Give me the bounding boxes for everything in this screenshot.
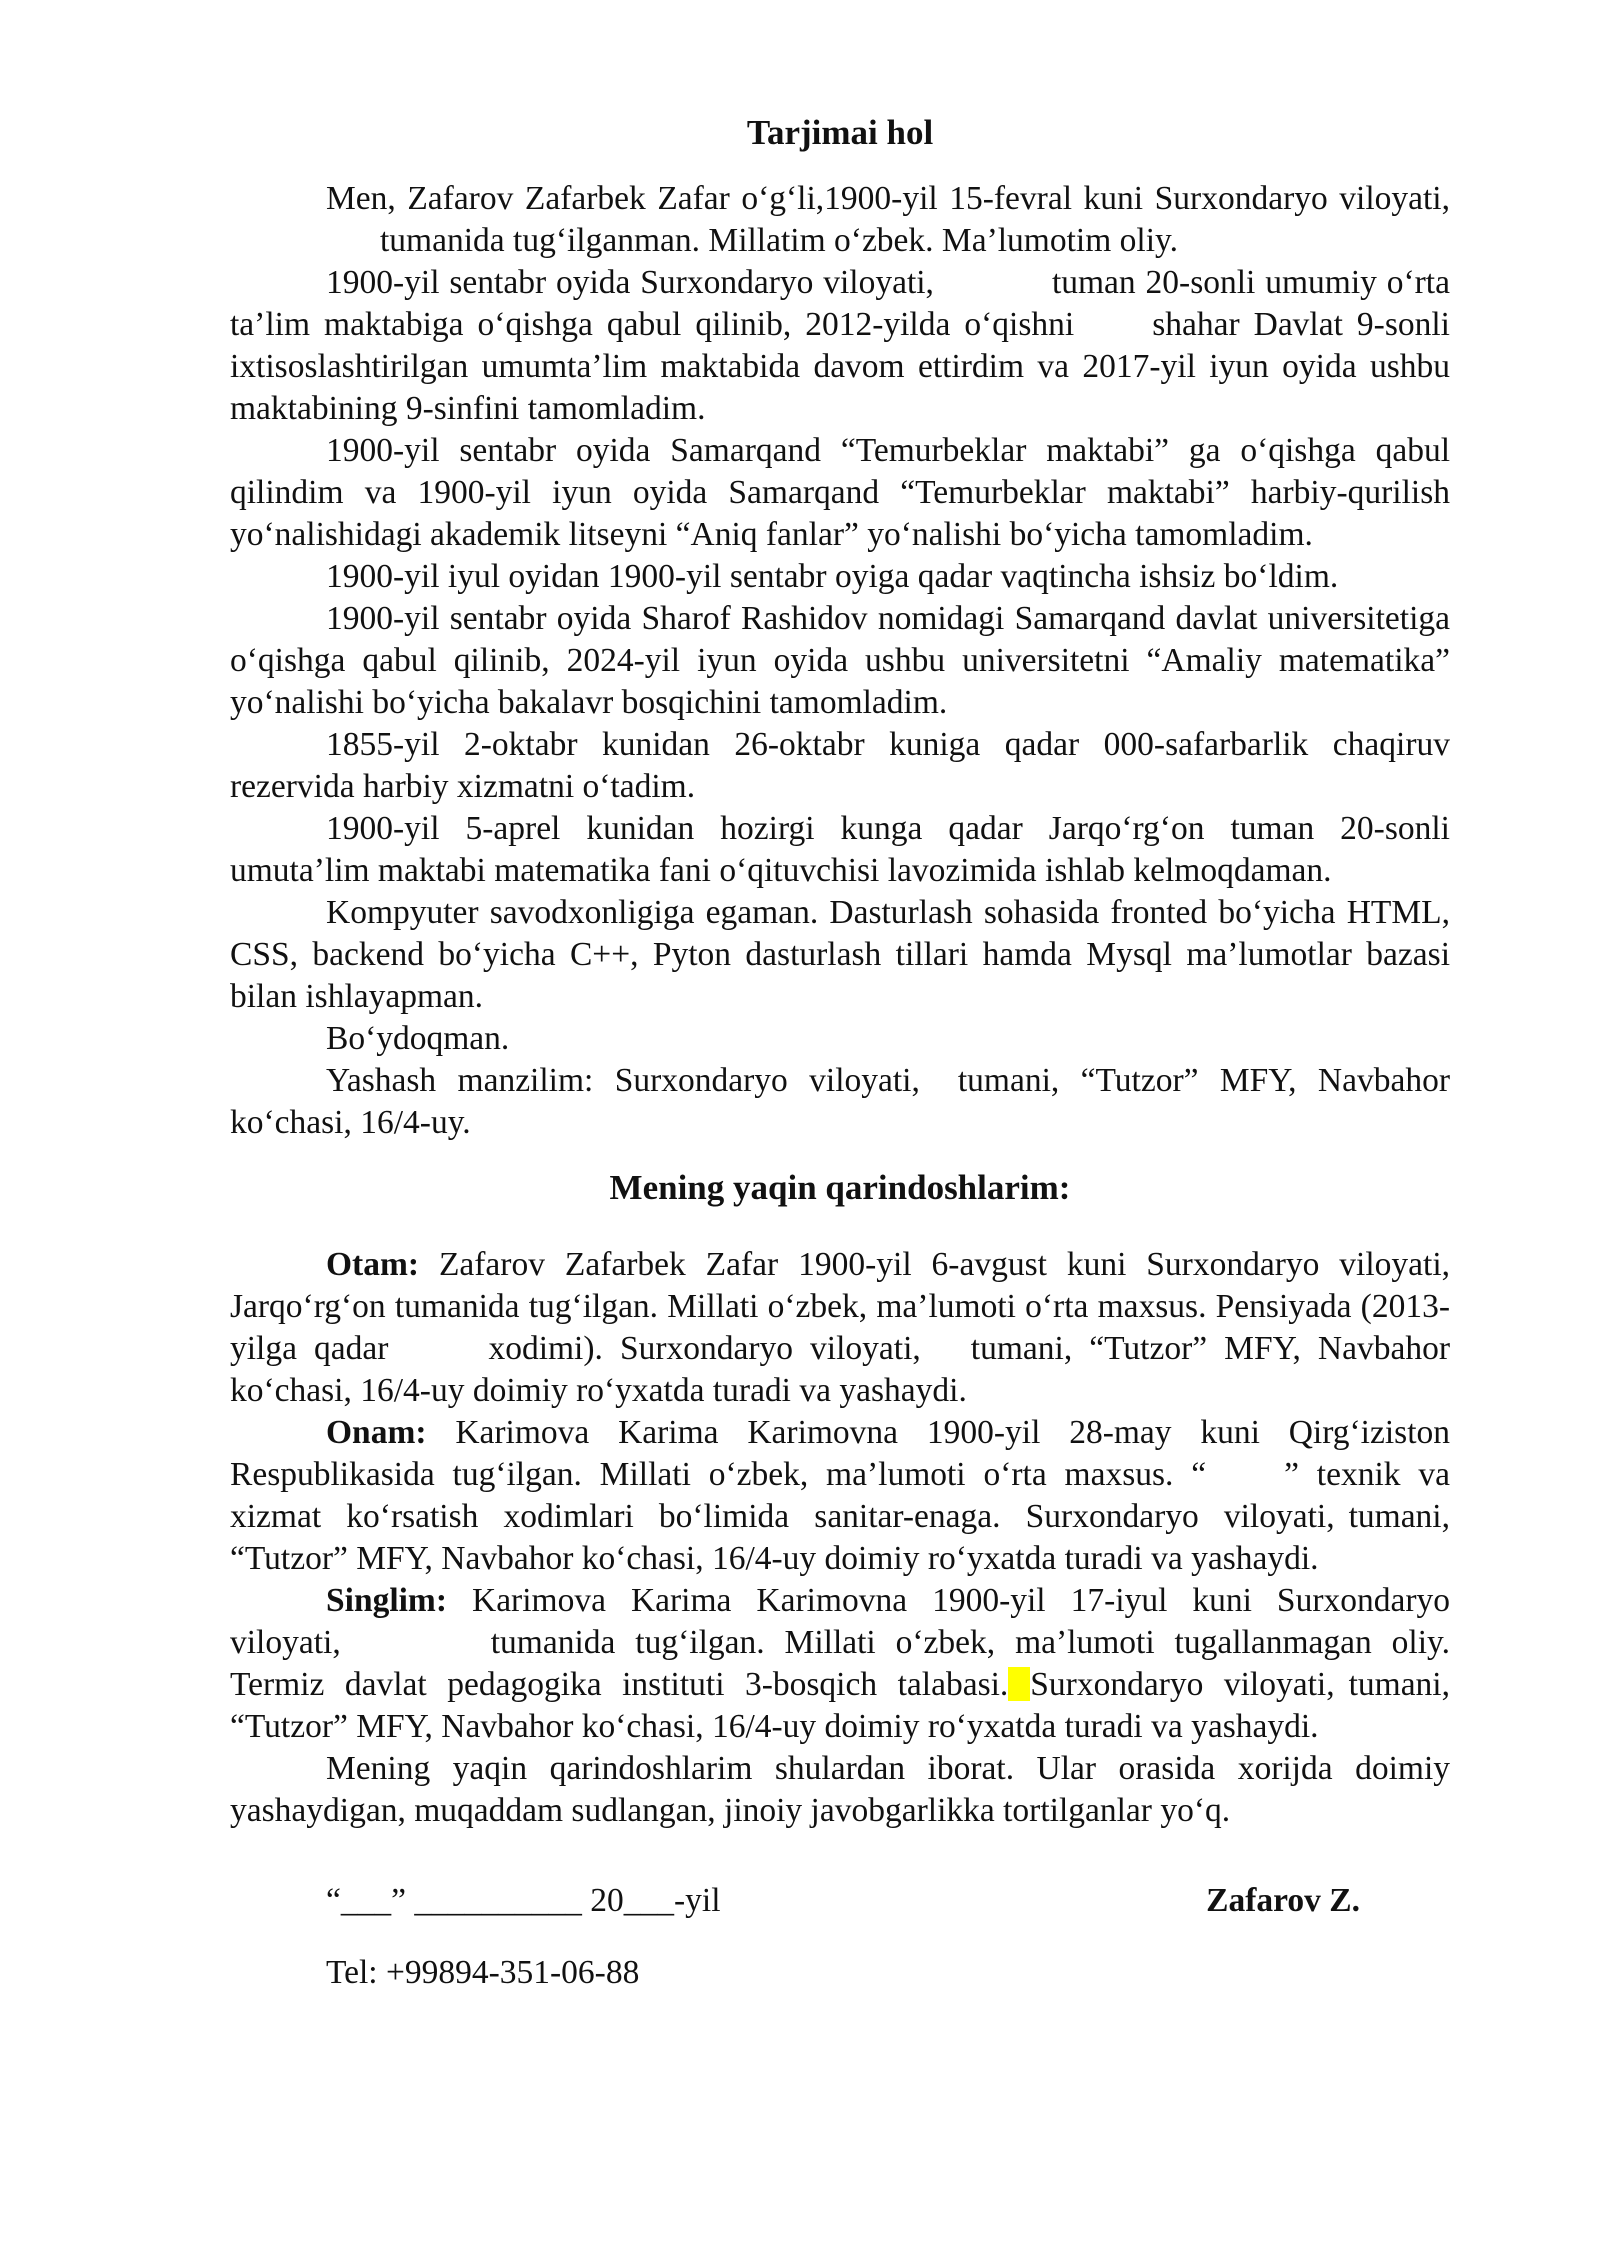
- text-run: Kompyuter savodxonligiga egaman. Dasturlash sohasida fronted bo‘yicha HTML, CSS, backend bo‘yicha C++, Pyton dasturlash tillari hamda Mysql ma’lumotlar bazasi bilan ishlayapman.: [230, 894, 1450, 1015]
- bio-paragraph-school: [230, 262, 1450, 430]
- bio-paragraph-address: [230, 1060, 1450, 1144]
- signature-row: [230, 1880, 1450, 1924]
- text-run: Men, Zafarov Zafarbek Zafar o‘g‘li,1900-yil 15-fevral kuni Surxondaryo viloyati,: [326, 180, 1450, 217]
- bio-paragraph-military: [230, 724, 1450, 808]
- text-run: 1900-yil sentabr oyida Surxondaryo viloyati,: [326, 264, 934, 301]
- text-run: shahar Davlat 9-sonli ixtisoslashtirilgan umumta’lim maktabida davom ettirdim va 2017-yil iyun oyida ushbu maktabining 9-sinfini tamomladim.: [230, 306, 1450, 427]
- relative-mother: [230, 1412, 1450, 1580]
- relative-sister: [230, 1580, 1450, 1748]
- bio-paragraph-lyceum: [230, 430, 1450, 556]
- relative-label: Otam:: [326, 1246, 420, 1283]
- closing-paragraph: Mening yaqin qarindoshlarim shulardan iborat. Ular orasida xorijda doimiy yashaydigan, muqaddam sudlangan, jinoiy javobgarlikka tortilganlar yo‘q.: [230, 1750, 1450, 1829]
- text-run: ” texnik va xizmat ko‘rsatish xodimlari bo‘limida sanitar-enaga. Surxondaryo viloyati,: [230, 1456, 1450, 1535]
- relative-father: [230, 1244, 1450, 1412]
- yellow-highlight-mark: [1008, 1667, 1030, 1701]
- text-run: tumani, “Tutzor” MFY, Navbahor ko‘chasi, 16/4-uy doimiy ro‘yxatda turadi va yashaydi.: [230, 1498, 1450, 1577]
- bio-paragraph-university: [230, 598, 1450, 724]
- text-run: xodimi). Surxondaryo viloyati,: [488, 1330, 921, 1367]
- relatives-heading: Mening yaqin qarindoshlarim:: [609, 1168, 1071, 1207]
- text-run: tumani, “Tutzor” MFY, Navbahor ko‘chasi, 16/4-uy.: [230, 1062, 1450, 1141]
- text-run: 1900-yil sentabr oyida Samarqand “Temurbeklar maktabi” ga o‘qishga qabul qilindim va 1900-yil iyun oyida Samarqand “Temurbeklar maktabi” harbiy-qurilish yo‘nalishidagi akademik litseyni “Aniq fanlar” yo‘nalishi bo‘yicha tamomladim.: [230, 432, 1450, 553]
- relative-label: Singlim:: [326, 1582, 447, 1619]
- text-run: Karimova Karima Karimovna 1900-yil 17-iyul kuni Surxondaryo viloyati,: [230, 1582, 1450, 1661]
- relative-label: Onam:: [326, 1414, 427, 1451]
- text-run: 1900-yil sentabr oyida Sharof Rashidov nomidagi Samarqand davlat universitetiga o‘qishga qabul qilinib, 2024-yil iyun oyida ushbu universitetni “Amaliy matematika” yo‘nalishi bo‘yicha bakalavr bosqichini tamomladim.: [230, 600, 1450, 721]
- bio-paragraph-birth: [230, 178, 1450, 262]
- bio-paragraph-unemployed: [230, 556, 1450, 598]
- text-run: Surxondaryo viloyati,: [1030, 1666, 1335, 1703]
- text-run: 1900-yil iyul oyidan 1900-yil sentabr oyiga qadar vaqtincha ishsiz bo‘ldim.: [326, 558, 1339, 595]
- text-run: tumani, “Tutzor” MFY, Navbahor ko‘chasi, 16/4-uy doimiy ro‘yxatda turadi va yashaydi.: [230, 1666, 1450, 1745]
- signature-date-line: “___” __________ 20___-yil: [326, 1882, 721, 1919]
- text-run: Bo‘ydoqman.: [326, 1020, 510, 1057]
- text-run: tumanida tug‘ilganman. Millatim o‘zbek. Ma’lumotim oliy.: [380, 222, 1178, 259]
- signature-name: Zafarov Z.: [1206, 1882, 1360, 1919]
- text-run: 1855-yil 2-oktabr kunidan 26-oktabr kuniga qadar 000-safarbarlik chaqiruv rezervida harbiy xizmatni o‘tadim.: [230, 726, 1450, 805]
- telephone-line: Tel: +99894-351-06-88: [326, 1954, 640, 1991]
- text-run: Karimova Karima Karimovna 1900-yil 28-may kuni Qirg‘iziston Respublikasida tug‘ilgan. Millati o‘zbek, ma’lumoti o‘rta maxsus. “: [230, 1414, 1450, 1493]
- text-run: Zafarov Zafarbek Zafar 1900-yil 6-avgust kuni Surxondaryo viloyati, Jarqo‘rg‘on tumanida tug‘ilgan. Millati o‘zbek, ma’lumoti o‘rta maxsus. Pensiyada (2013-yilga qadar: [230, 1246, 1450, 1367]
- text-run: tumanida tug‘ilgan. Millati o‘zbek, ma’lumoti tugallanmagan oliy. Termiz davlat pedagogika instituti 3-bosqich talabasi.: [230, 1624, 1450, 1703]
- document-page: [230, 110, 1450, 1994]
- bio-paragraph-skills: [230, 892, 1450, 1018]
- bio-paragraph-work: [230, 808, 1450, 892]
- bio-paragraph-marital: [230, 1018, 1450, 1060]
- text-run: 1900-yil 5-aprel kunidan hozirgi kunga qadar Jarqo‘rg‘on tuman 20-sonli umuta’lim maktabi matematika fani o‘qituvchisi lavozimida ishlab kelmoqdaman.: [230, 810, 1450, 889]
- text-run: Yashash manzilim: Surxondaryo viloyati,: [326, 1062, 920, 1099]
- document-title: Tarjimai hol: [746, 113, 934, 152]
- text-run: tuman 20-sonli umumiy o‘rta ta’lim maktabiga o‘qishga qabul qilinib, 2012-yilda o‘qishni: [230, 264, 1450, 343]
- text-run: tumani, “Tutzor” MFY, Navbahor ko‘chasi, 16/4-uy doimiy ro‘yxatda turadi va yashaydi.: [230, 1330, 1450, 1409]
